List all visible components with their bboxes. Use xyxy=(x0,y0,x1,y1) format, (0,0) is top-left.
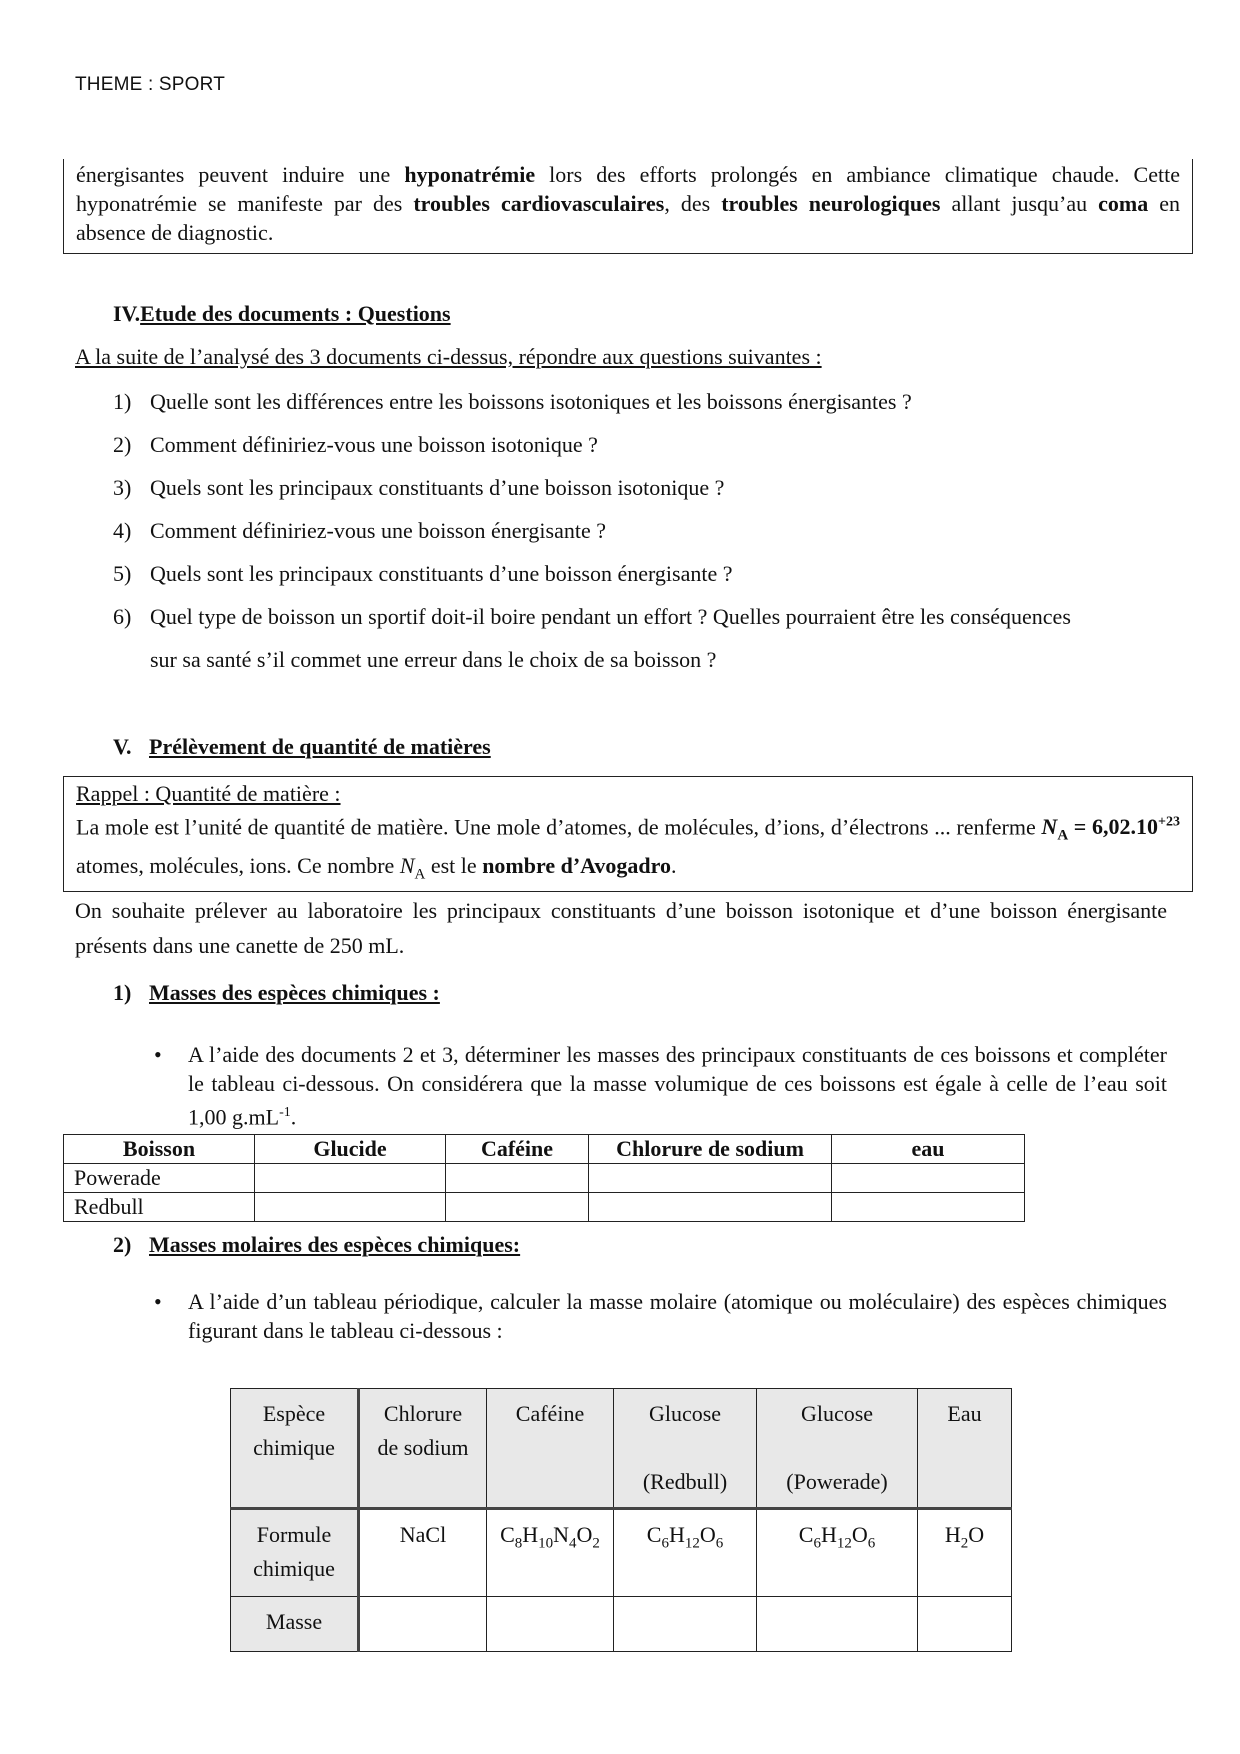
question-list xyxy=(110,380,1090,681)
bold-term: troubles neurologiques xyxy=(721,191,941,216)
formula-caffeine: $C_8H_{10}N_4O_2$ xyxy=(487,1509,614,1597)
section-number: IV. xyxy=(113,301,141,326)
formula-nacl: NaCl xyxy=(359,1509,487,1597)
rappel-text: La mole est l’unité de quantité de matière. Une mole d’atomes, de molécules, d’ions, d’électrons ... renferme $N_A = 6,02.10^{+23}$ atomes, molécules, ions. Ce nombre $N_A$ est le nombre d’Avogadro. xyxy=(76,814,1180,883)
bold-term: coma xyxy=(1098,191,1149,216)
question-item: 6) Quel type de boisson un sportif doit-il boire pendant un effort ? Quelles pourraient être les conséquences sur sa santé s’il commet une erreur dans le choix de sa boisson ? xyxy=(113,604,1071,672)
section-title-text: Prélèvement de quantité de matières xyxy=(149,734,491,759)
subsection-1-title: 1) Masses des espèces chimiques : xyxy=(113,980,440,1005)
empty-cell[interactable] xyxy=(757,1597,918,1652)
bold-term: troubles cardiovasculaires xyxy=(413,191,665,216)
formula-glucose: $C_6H_{12}O_6$ xyxy=(614,1509,757,1597)
empty-cell[interactable] xyxy=(255,1193,446,1222)
text: allant jusqu’au xyxy=(940,191,1099,216)
continued-text-box xyxy=(63,159,1193,254)
question-item: 3) Quels sont les principaux constituants d’une boisson isotonique ? xyxy=(113,475,725,500)
text: lors des efforts prolongés en ambiance climatique chaude. Cette hyponatrémie se manifeste par des xyxy=(76,162,1180,216)
bullet-item: • A l’aide d’un tableau périodique, calculer la masse molaire (atomique ou moléculaire) des espèces chimiques figurant dans le tableau ci-dessous : xyxy=(154,1289,1167,1343)
formula-water: $H_2O$ xyxy=(918,1509,1012,1597)
mass-row: Masse xyxy=(231,1597,1012,1652)
empty-cell[interactable] xyxy=(918,1597,1012,1652)
question-item: 1) Quelle sont les différences entre les boissons isotoniques et les boissons énergisantes ? xyxy=(113,389,912,414)
table-row: Redbull xyxy=(64,1193,1025,1222)
empty-cell[interactable] xyxy=(832,1164,1025,1193)
empty-cell[interactable] xyxy=(487,1597,614,1652)
empty-cell[interactable] xyxy=(589,1193,832,1222)
table-row: Powerade xyxy=(64,1164,1025,1193)
question-item: 4) Comment définiriez-vous une boisson énergisante ? xyxy=(113,518,606,543)
section-4-title xyxy=(113,301,451,327)
section-5-title xyxy=(113,734,491,760)
subsection-2-title: 2) Masses molaires des espèces chimiques: xyxy=(113,1232,521,1257)
bold-term: hyponatrémie xyxy=(404,162,536,187)
masses-table xyxy=(63,1134,1025,1222)
intro-paragraph: On souhaite prélever au laboratoire les principaux constituants d’une boisson isotonique et d’une boisson énergisante présents dans une canette de 250 mL. xyxy=(75,898,1167,958)
empty-cell[interactable] xyxy=(446,1164,589,1193)
section-number: V. xyxy=(113,734,132,759)
text: , des xyxy=(664,191,722,216)
question-item: 5) Quels sont les principaux constituants d’une boisson énergisante ? xyxy=(113,561,733,586)
table-header-row: Boisson Glucide Caféine Chlorure de sodium eau xyxy=(64,1135,1025,1164)
page-header: THEME : SPORT xyxy=(75,74,226,95)
empty-cell[interactable] xyxy=(359,1597,487,1652)
molar-mass-table xyxy=(230,1388,1012,1652)
rappel-title: Rappel : Quantité de matière : xyxy=(76,781,341,806)
empty-cell[interactable] xyxy=(832,1193,1025,1222)
question-item: 2) Comment définiriez-vous une boisson isotonique ? xyxy=(113,432,598,457)
text: énergisantes peuvent induire une xyxy=(76,162,405,187)
bullet-item: • A l’aide des documents 2 et 3, déterminer les masses des principaux constituants de ces boissons et compléter le tableau ci-dessous. On considérera que la masse volumique de ces boissons est égale à celle de l’eau soit 1,00 $g.mL^{-1}$. xyxy=(154,1042,1167,1130)
text: en absence de diagnostic. xyxy=(76,191,1181,245)
empty-cell[interactable] xyxy=(446,1193,589,1222)
bullet-dot: • xyxy=(154,1289,162,1314)
empty-cell[interactable] xyxy=(589,1164,832,1193)
bullet-dot: • xyxy=(154,1042,162,1067)
questions-intro: A la suite de l’analysé des 3 documents ci-dessus, répondre aux questions suivantes : xyxy=(75,344,822,369)
empty-cell[interactable] xyxy=(255,1164,446,1193)
formula-glucose: $C_6H_{12}O_6$ xyxy=(757,1509,918,1597)
table-header-row: Espèce chimique Chlorure de sodium Caféine Glucose (Redbull) Glucose (Powerade) Eau xyxy=(231,1389,1012,1509)
avogadro-term: nombre d’Avogadro xyxy=(482,852,672,878)
section-title-text: Etude des documents : Questions xyxy=(140,301,451,326)
formula-row: Formule chimique NaCl $C_8H_{10}N_4O_2$ $C_6H_{12}O_6$ $C_6H_{12}O_6$ $H_2O$ xyxy=(231,1509,1012,1597)
rappel-box xyxy=(63,776,1193,892)
empty-cell[interactable] xyxy=(614,1597,757,1652)
